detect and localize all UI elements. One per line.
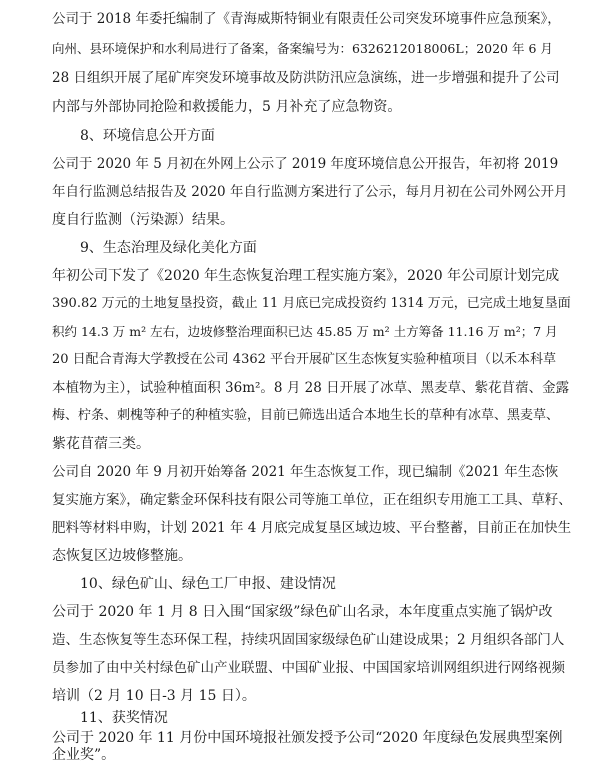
- paragraph-line: 向州、县环境保护和水利局进行了备案，备案编号为：6326212018006L；2020 年 6 月: [52, 41, 553, 56]
- paragraph-line: 本植物为主），试验种植面积 36m²。8 月 28 日开展了冰草、黑麦草、紫花苜蓿、金露: [52, 380, 570, 396]
- paragraph-line: 企业奖”。: [52, 747, 116, 763]
- paragraph-line: 内部与外部协同抢险和救援能力，5 月补充了应急物资。: [52, 99, 402, 115]
- paragraph-line: 复实施方案》，确定紫金环保科技有限公司等施工单位，正在组织专用施工工具、草籽、: [52, 492, 572, 508]
- paragraph-line: 公司于 2020 年 11 月份中国环境报社颁发授予公司“2020 年度绿色发展典型案例: [52, 730, 563, 746]
- paragraph-line: 公司于 2020 年 1 月 8 日入围“国家级”绿色矿山名录，本年度重点实施了锅炉改: [52, 604, 553, 620]
- paragraph-line: 度自行监测（污染源）结果。: [52, 212, 234, 228]
- paragraph-line: 肥料等材料申购，计划 2021 年 4 月底完成复垦区域边坡、平台整蓄，目前正在加快生: [52, 520, 572, 536]
- paragraph-line: 员参加了由中关村绿色矿山产业联盟、中国矿业报、中国国家培训网组织进行网络视频: [52, 660, 565, 676]
- paragraph-line: 28 日组织开展了尾矿库突发环境事故及防洪防汛应急演练，进一步增强和提升了公司: [52, 70, 560, 86]
- paragraph-line: 培训（2 月 10 日-3 月 15 日）。: [52, 688, 256, 704]
- section-heading: 11、获奖情况: [80, 710, 168, 726]
- section-heading: 10、绿色矿山、绿色工厂申报、建设情况: [80, 576, 336, 592]
- paragraph-line: 公司于 2020 年 5 月初在外网上公示了 2019 年度环境信息公开报告，年初将 2019: [52, 156, 559, 172]
- paragraph-line: 态恢复区边坡修整施。: [52, 548, 192, 564]
- paragraph-line: 390.82 万元的土地复垦投资，截止 11 月底已完成投资约 1314 万元，已完成土地复垦面: [52, 296, 571, 311]
- paragraph-line: 造、生态恢复等生态环保工程，持续巩固国家级绿色矿山建设成果；2 月组织各部门人: [52, 632, 565, 648]
- paragraph-line: 紫花苜蓿三类。: [52, 436, 150, 452]
- paragraph-line: 年自行监测总结报告及 2020 年自行监测方案进行了公示，每月月初在公司外网公开月: [52, 184, 568, 200]
- paragraph-line: 年初公司下发了《2020 年生态恢复治理工程实施方案》，2020 年公司原计划完成: [52, 268, 560, 284]
- paragraph-line: 20 日配合青海大学教授在公司 4362 平台开展矿区生态恢复实验种植项目（以禾本科草: [52, 352, 557, 367]
- paragraph-line: 公司自 2020 年 9 月初开始筹备 2021 年生态恢复工作，现已编制《2021 年生态恢: [52, 464, 559, 480]
- paragraph-line: 梅、柠条、刺槐等种子的种植实验，目前已筛选出适合本地生长的草种有冰草、黑麦草、: [52, 408, 560, 423]
- section-heading: 8、环境信息公开方面: [80, 128, 215, 144]
- paragraph-line: 积约 14.3 万 m² 左右，边坡修整治理面积已达 45.85 万 m² 土方筹备 11.16 万 m²；7 月: [52, 324, 558, 339]
- paragraph-line: 公司于 2018 年委托编制了《青海威斯特铜业有限责任公司突发环境事件应急预案》，: [52, 11, 561, 27]
- section-heading: 9、生态治理及绿化美化方面: [80, 240, 257, 256]
